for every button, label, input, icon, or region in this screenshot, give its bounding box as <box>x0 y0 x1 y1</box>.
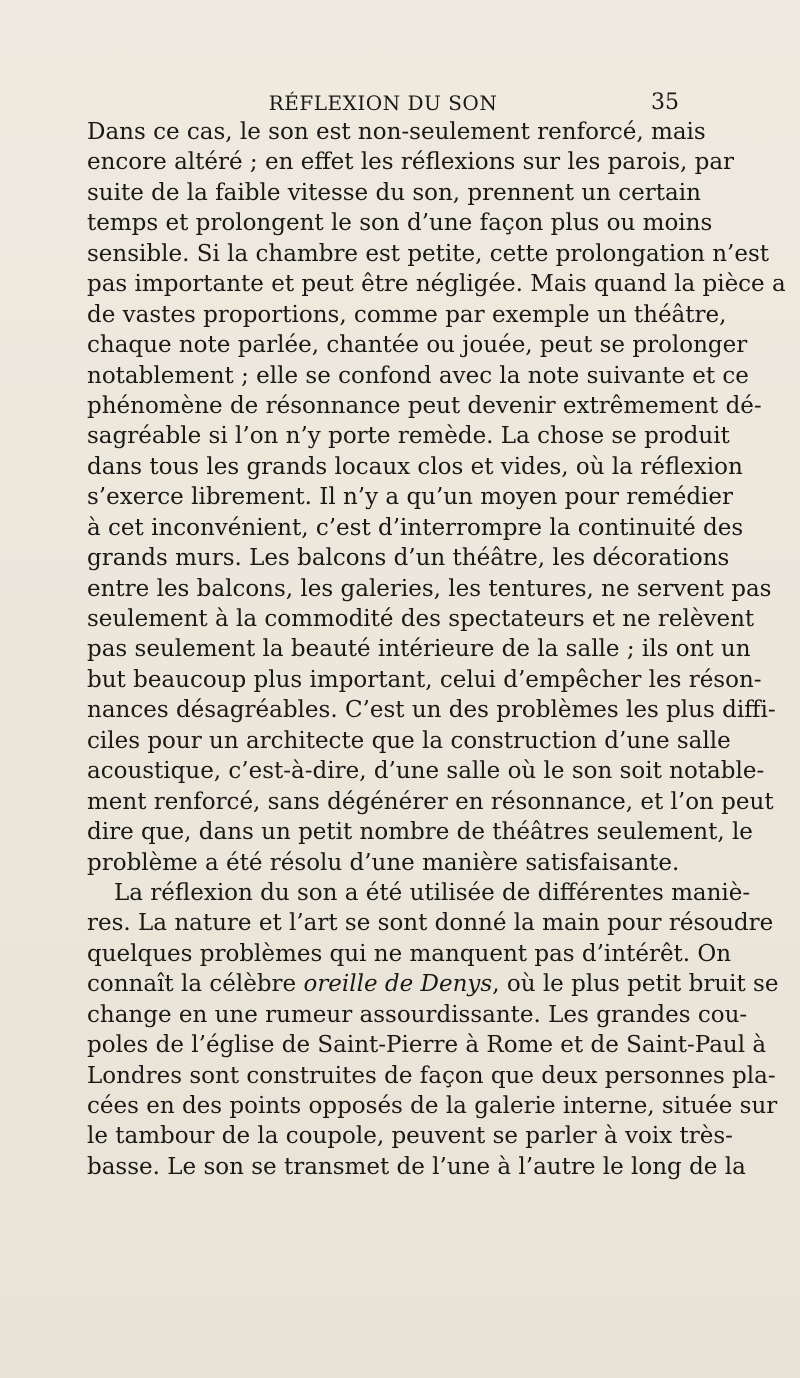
text-line: Dans ce cas, le son est non-seulement renforcé, mais <box>87 119 706 145</box>
text-line: encore altéré ; en effet les réflexions sur les parois, par <box>87 149 735 176</box>
text-line: sagréable si l’on n’y porte remède. La chose se produit <box>87 423 730 450</box>
text-line: cées en des points opposés de la galerie interne, située sur <box>87 1093 778 1119</box>
text-line-with-italic <box>87 969 779 999</box>
text-line: basse. Le son se transmet de l’une à l’autre le long de la <box>87 1153 746 1180</box>
text-line: acoustique, c’est-à-dire, d’une salle où le son soit notable- <box>87 758 765 785</box>
text-line: ciles pour un architecte que la construction d’une salle <box>87 727 731 754</box>
text-line: dire que, dans un petit nombre de théâtres seulement, le <box>87 819 753 846</box>
text-line: seulement à la commodité des spectateurs et ne relèvent <box>87 606 755 632</box>
page-number: 35 <box>651 90 679 115</box>
text-line: Londres sont construites de façon que deux personnes pla- <box>87 1062 776 1089</box>
text-line: le tambour de la coupole, peuvent se parler à voix très- <box>87 1123 733 1150</box>
text-line: pas importante et peut être négligée. Mais quand la pièce a <box>87 271 786 298</box>
text-line: pas seulement la beauté intérieure de la salle ; ils ont un <box>87 636 751 663</box>
text-line: change en une rumeur assourdissante. Les grandes cou- <box>87 1001 748 1028</box>
italic-term: oreille de Denys <box>303 971 493 998</box>
text-line: poles de l’église de Saint-Pierre à Rome et de Saint-Paul à <box>87 1032 767 1059</box>
text-segment: , où le plus petit bruit se <box>492 971 779 998</box>
text-line: problème a été résolu d’une manière satisfaisante. <box>87 849 680 876</box>
text-line: La réflexion du son a été utilisée de différentes maniè- <box>114 879 751 906</box>
text-line: temps et prolongent le son d’une façon plus ou moins <box>87 210 713 237</box>
text-line: chaque note parlée, chantée ou jouée, peut se prolonger <box>87 332 748 359</box>
text-segment: connaît la célèbre <box>87 971 304 998</box>
text-line: phénomène de résonnance peut devenir extrêmement dé- <box>87 392 762 419</box>
body-text <box>87 117 786 1182</box>
text-line: res. La nature et l’art se sont donné la main pour résoudre <box>87 910 774 937</box>
text-line: ment renforcé, sans dégénérer en résonnance, et l’on peut <box>87 788 774 815</box>
text-line: entre les balcons, les galeries, les tentures, ne servent pas <box>87 575 772 602</box>
text-line: but beaucoup plus important, celui d’empêcher les réson- <box>87 666 762 693</box>
text-line: dans tous les grands locaux clos et vides, où la réflexion <box>87 453 743 480</box>
text-line: quelques problèmes qui ne manquent pas d’intérêt. On <box>87 940 732 967</box>
text-line: notablement ; elle se confond avec la note suivante et ce <box>87 362 749 389</box>
text-line: de vastes proportions, comme par exemple un théâtre, <box>87 301 727 328</box>
text-line: sensible. Si la chambre est petite, cette prolongation n’est <box>87 240 770 267</box>
text-line: à cet inconvénient, c’est d’interrompre la continuité des <box>87 514 744 541</box>
text-line: nances désagréables. C’est un des problèmes les plus diffi- <box>87 697 776 724</box>
text-line: grands murs. Les balcons d’un théâtre, les décorations <box>87 545 730 572</box>
text-line: suite de la faible vitesse du son, prennent un certain <box>87 179 701 206</box>
running-title: RÉFLEXION DU SON <box>268 91 498 115</box>
text-line: s’exerce librement. Il n’y a qu’un moyen pour remédier <box>87 484 734 511</box>
page-header <box>87 88 679 118</box>
